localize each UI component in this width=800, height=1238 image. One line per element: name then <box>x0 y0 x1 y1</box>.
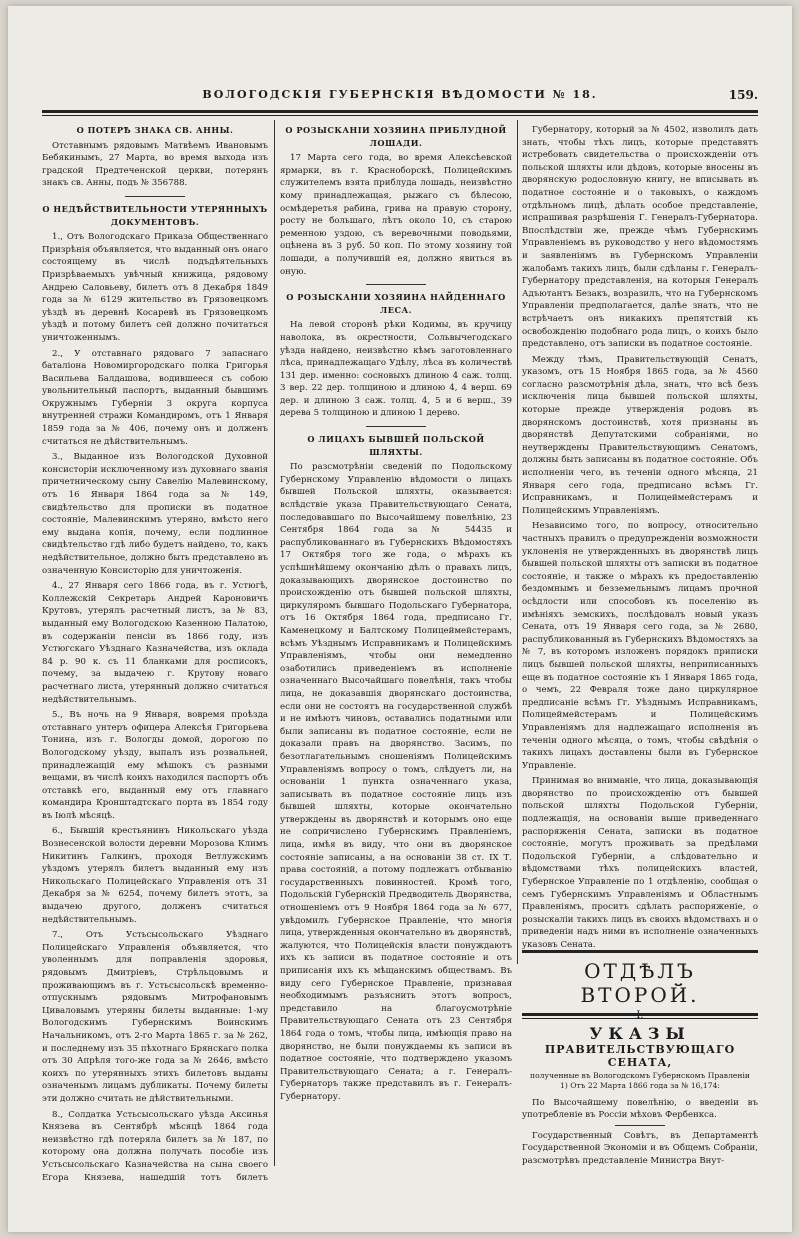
paragraph: По разсмотрѣніи сведеній по Подольскому Губернскому Управленію вѣдомости о лицахъ бывшей Польской шляхты, оказывается: вслѣдствіе указа Правительствующаго Сената, последовавшаго по Высочайшему повелѣнію, 23 Сентября 1864 года за № 54435 и распубликованнаго въ Губернскихъ Вѣдомостяхъ 17 Октября того же года, о мѣрахъ къ успѣшнѣйшему окончанію дѣлъ о правахъ лицъ, доказывающихъ дворянское достоинство по происхожденію отъ бывшей польской шляхты, циркуляромъ бывшаго Подольскаго Губернатора, отъ 16 Октября 1864 года, предписано Гг. Каменецкому и Балтскому Полицеймейстерамъ, всѣмъ Уѣзднымъ Исправникамъ и Полицейскимъ Управленіямъ, чтобы они немедленно озаботились приведеніемъ въ исполненіе означеннаго Высочайшаго повелѣнія, такъ чтобы лица, не доказавшія дворянскаго достоинства, если они не состоятъ на государственной службѣ и не имѣютъ чиновъ, оставались податными или были записаны въ податное состояніе, если не доказали правъ на дворянство. Засимъ, по безотлагательнымъ сношеніямъ Полицейскимъ Управленіямъ вопросу о томъ, слѣдуетъ ли, на основаніи 1 пункта означеннаго указа, записывать въ податное состояніе лицъ изъ бывшей шляхты, которые окончательно утверждены въ дворянствѣ и которымъ оно еще не сопричислено Губернскимъ Правленіемъ, лица, имѣя въ виду, что они въ дворянское состояніе записаны, а на основаніи 38 ст. IX Т. права состояній, а потому подлежатъ отбыванію государственныхъ повинностей. Кромѣ того, Подольскій Губернскій Предводитель Дворянства, отношеніемъ отъ 9 Ноября 1864 года за № 677, увѣдомилъ Губернское Правленіе, что многія лица, утвержденныя окончательно въ дворянствѣ, жалуются, что Полицейскія власти понуждаютъ ихъ къ записи въ податное состояніе и отъ приписанія ихъ къ мѣщанскимъ обществамъ. Въ виду сего Губернское Правленіе, признавая необходимымъ разъяснить этотъ вопросъ, представило на благоусмотрѣніе Правительствующаго Сената отъ 23 Сентября 1864 года о томъ, чтобы лица, имѣющія право на дворянство, не были понуждаемы къ записи въ податное состояніе, что подтверждено указомъ Правительствующаго Сената; а г. Генералъ-Губернаторъ также представилъ въ г. Генералъ-Губернатору. <box>280 462 512 1102</box>
paragraph: На левой сторонѣ рѣки Кодимы, въ кручицу наволока, въ окрестности, Сольвычегодскаго уѣзда найдено, неизвѣстно кѣмъ заготовленнаго лѣса, принадлежащаго Удѣлу, лѣса въ количествѣ 131 дер. именно: сосновыхъ длиною 4 саж. толщ. 3 вер. 22 дер. толщиною и длиною 4, 4 верш. 69 дер. и длиною 3 саж. толщ. 4, 5 и 6 верш., 39 дерева 5 толщиною и длиною 1 дерево. <box>280 320 512 419</box>
column-3 <box>522 124 758 954</box>
page-header <box>42 88 758 108</box>
paragraph: Губернатору, который за № 4502, изволилъ дать знать, чтобы тѣхъ лицъ, которые представятъ истребовать свидетельства о происхожденіи отъ польской шляхты или дѣдовъ, которые вносены въ дворянскую родословную книгу, не вписывать въ податное состояніе и о таковыхъ, о каждомъ отдѣльномъ лицѣ, дѣлать особое представленіе, испрашивая разрѣшенія Г. Генералъ-Губернатора. Впослѣдствіи же, прежде чѣмъ Губернскимъ Управленіемъ въ руководство у него вѣдомостямъ и заявленіямъ въ Губернскомъ Управленіи жалобамъ такихъ лицъ, были сдѣланы г. Генералъ-Губернатору представленія, на которыя Генералъ Адъютантъ Безакъ, возразилъ, что на Губернскомъ Управленіи предполагается, далѣе знать, что не встрѣчаетъ онъ никакихъ препятствій къ освобожденію подобнаго рода лицъ, о коихъ было представлено, отъ записки въ податное состояніе. <box>522 125 758 350</box>
paragraph: 7., Отъ Устьсысольскаго Уѣзднаго Полицейскаго Управленія объявляется, что уволеннымъ для поправленія здоровья, рядовымъ Дмитріевъ, Стрѣльцовымъ и проживающимъ въ г. Устьсысольскѣ временно-отпускнымъ рядовымъ Митрофановымъ Циваловымъ утеряны билеты выданные: 1-му Вологодскимъ Губернскимъ Воинскимъ Начальникомъ, отъ 2-го Марта 1865 г. за № 262, и последнему изъ 35 пѣхотнаго Брянскаго полка отъ 30 Апрѣля того-же года за № 2646, вмѣсто коихъ по утерянныхъ этихъ билетовъ выданы означенымъ лицамъ дубликаты. Почему билеты эти должно считать не дѣйствительными. <box>42 930 268 1104</box>
heading-invalid-documents: О НЕДѢЙСТВИТЕЛЬНОСТИ УТЕРЯННЫХЪ ДОКУМЕНТОВЪ. <box>42 203 268 227</box>
paragraph: Государственный Совѣтъ, въ Департаментѣ Государственной Экономіи и въ Общемъ Собраніи, разсмотрѣвъ представленіе Министра Внут- <box>522 1131 758 1166</box>
paragraph: 17 Марта сего года, во время Алексѣевской ярмарки, въ г. Красноборскѣ, Полицейскимъ служителемъ взята приблуда лошадь, неизвѣстно кому принадлежащая, рыжаго съ бѣлесою, осмѣдеретья рабина, грива на правую сторону, росту не большаго, лѣтъ около 10, съ старою ременною уздою, съ веревочными поводьями, оцѣнена въ 3 руб. 50 коп. По этому хозяину той лошади, а получившій ея, должно явиться въ оную. <box>280 153 512 277</box>
header-rule-thin <box>42 115 758 116</box>
column-1 <box>42 124 268 1184</box>
section-header <box>522 950 758 1007</box>
heading-lost-order: О ПОТЕРѢ ЗНАКА СВ. АННЫ. <box>76 125 234 135</box>
section-title: ОТДѢЛЪ ВТОРОЙ. <box>580 959 700 1007</box>
divider <box>615 1125 665 1126</box>
paragraph: 4., 27 Января сего 1866 года, въ г. Устюгѣ, Коллежскій Секретарь Андрей Кароновичъ Крутовъ, утерялъ расчетный листъ, за № 83, выданный ему Вологодскою Казенною Палатою, въ содержаніи пенсіи въ 1866 году, изъ Устюгскаго Уѣзднаго Казначейства, изъ оклада 84 р. 90 к. съ 11 бланками для росписокъ, почему, за выдачею г. Крутову новаго расчетнаго листа, утерянный должно считаться недѣйствительнымъ. <box>42 581 268 705</box>
newspaper-title: ВОЛОГОДСКІЯ ГУБЕРНСКІЯ ВѢДОМОСТИ № 18. <box>202 88 598 101</box>
divider <box>125 196 185 197</box>
section-number: I. <box>636 1010 644 1021</box>
heading-polish-gentry: О ЛИЦАХЪ БЫВШЕЙ ПОЛЬСКОЙ ШЛЯХТЫ. <box>307 434 485 457</box>
paragraph: 2., У отставнаго рядоваго 7 запаснаго баталіона Новомиргородскаго полка Григорья Васильева Балдашова, водившееся съ собою увольнительный паспортъ, выданный бывшимъ Окружнымъ Губерніи 3 округа корпуса внутренней стражи Командиромъ, отъ 1 Января 1859 года за № 406, почему онъ и долженъ считаться не дѣйствительнымъ. <box>42 348 268 447</box>
paragraph: Независимо того, по вопросу, относительно частныхъ правилъ о предупрежденіи возможности уклоненія не утвержденныхъ въ дворянствѣ лицъ бывшей польской шляхты отъ записки въ податное состояніе, и также о мѣрахъ къ предоставленію бездомнымъ и безземельнымъ лицамъ прочной осѣдлости или способовъ къ поселенію въ имѣніяхъ земскихъ, послѣдовалъ новый указъ Сената, отъ 19 Января сего года, за № 2680, распубликованный въ Губернскихъ Вѣдомостяхъ за № 7, въ которомъ изложенъ порядокъ приписки лицъ бывшей польской шляхты, неприписанныхъ еще въ податное состояніе къ 1 Января 1865 года, о чемъ, 22 Февраля тоже дано циркулярное предписаніе всѣмъ Гг. Уѣзднымъ Исправникамъ, Полицеймейстерамъ и Полицейскимъ Управленіямъ для надлежащаго исполненія въ теченіи одного мѣсяца, о томъ, чтобы свѣдѣнія о такихъ лицахъ доставлены были въ Губернское Управленіе. <box>522 521 758 771</box>
heading-found-timber: О РОЗЫСКАНІИ ХОЗЯИНА НАЙДЕННАГО ЛЕСА. <box>286 292 506 315</box>
decrees-heading: УКАЗЫ <box>589 1024 691 1044</box>
paragraph: 1., Отъ Вологодскаго Приказа Общественнаго Призрѣнія объявляется, что выданный онъ онаго состоящему въ числѣ подъдѣятельныхъ Призрѣваемыхъ увѣчный книжица, рядовому Андрею Саловьеву, билетъ отъ 8 Декабря 1849 года за № 6129 жительство въ Грязовецкомъ уѣздѣ въ деревнѣ Косаревѣ въ Грязовецкомъ уѣздѣ и потому билетъ сей должно почитаться уничтоженнымъ. <box>42 232 268 343</box>
newspaper-page <box>8 6 792 1232</box>
divider <box>366 426 426 427</box>
decrees-section <box>522 1010 758 1171</box>
divider <box>366 284 426 285</box>
column-divider-2 <box>517 120 518 964</box>
publication-text: полученные въ Вологодскомъ Губернскомъ Правленіи <box>530 1070 750 1080</box>
section-rule-top <box>522 950 758 953</box>
paragraph: Отставнымъ рядовымъ Матвѣемъ Ивановымъ Бебякинымъ, 27 Марта, во время выхода изъ градской Предтеченской церкви, потерянъ знакъ св. Анны, подъ № 356788. <box>42 140 268 189</box>
paragraph: 5., Въ ночь на 9 Января, вовремя проѣзда отставнаго унтеръ офицера Алексѣя Григорьева Тонина, изъ г. Вологды домой, дорогою по Вологодскому уѣзду, выпалъ изъ розвальней, принадлежащій ему мѣшокъ съ разными вещами, въ числѣ коихъ находился паспортъ объ отставкѣ его, выданный ему отъ главнаго командира Кронштадтскаго порта въ 1854 году въ Іюлѣ мѣсяцѣ. <box>42 710 268 821</box>
publication-note <box>522 1071 758 1091</box>
paragraph: 6., Бывшій крестьянинъ Никольскаго уѣзда Вознесенской волости деревни Морозова Климъ Никитинъ Галкинъ, проходя Ветлужскимъ уѣздомъ утерялъ билетъ выданный ему изъ Никольскаго Полицейскаго Управленія отъ 31 Декабря за № 6254, почему билетъ этотъ, за выдачею другого, долженъ считаться недѣйствительнымъ. <box>42 826 268 925</box>
senate-heading: ПРАВИТЕЛЬСТВУЮЩАГО СЕНАТА, <box>544 1043 736 1069</box>
column-2 <box>280 124 512 1184</box>
paragraph: 8., Солдатка Устьсысольскаго уѣзда Аксинья Князева въ Сентябрѣ мѣсяцѣ 1864 года неизвѣстно гдѣ потеряла билетъ за № 187, по которому она должна получать пособіе изъ Устьсысольскаго Казначейства на сына своего Егора Князева, нашедшій тотъ билетъ <box>42 1109 268 1183</box>
paragraph: По Высочайшему повелѣнію, о введеніи въ употребленіе въ Россіи мѣховъ Фербенкса. <box>522 1097 758 1121</box>
decree-reference: 1) Отъ 22 Марта 1866 года за № 16,174: <box>560 1080 720 1090</box>
paragraph: Принимая во вниманіе, что лица, доказывающія дворянство по происхожденію отъ бывшей польской шляхты Подольской Губерніи, подлежащія, на основаніи выше приведеннаго распоряженія Сената, записки въ податное состояніе, могутъ проживать за предѣлами Подольской Губерніи, а слѣдовательно и вѣдомствами тѣхъ полицейскихъ властей, Губернское Управленіе по 1 отдѣленію, сообщая о семъ Губернскимъ Управленіямъ и Областнымъ Правленіямъ, проситъ сдѣлать распоряженіе, о розыскаліи такихъ лицъ въ своихъ вѣдомствахъ и о приведеніи надъ ними въ исполненіе означенныхъ указовъ Сената. <box>522 776 758 950</box>
page-number: 159. <box>728 88 758 102</box>
header-rule <box>42 110 758 113</box>
paragraph: 3., Выданное изъ Вологодской Духовной консисторіи исключенному изъ духовнаго званія причетническому сыну Савелію Малевинскому, отъ 16 Января 1864 года за № 149, свидѣтельство для прописки въ податное состояніе, Малевинскимъ утеряно, вмѣсто него ему выдана копія, почему, если подлинное свидѣтельство гдѣ либо будетъ найдено, то, какъ недѣйствительное, должно быть представлено въ означенную Консисторію для уничтоженія. <box>42 452 268 576</box>
column-divider-1 <box>274 120 275 1166</box>
paragraph: Между тѣмъ, Правительствующій Сенатъ, указомъ, отъ 15 Ноября 1865 года, за № 4560 согласно разсмотрѣнія дѣла, знать, что всѣ безъ исключенія лица бывшей польской шляхты, которые прежде утвержденія родовъ въ дворянскомъ достоинствѣ, хотя признаны въ дворянствѣ Депутатскими собраніями, но неутверждены Правительствующимъ Сенатомъ, должны быть записаны въ податное состояніе. Объ исполненіи чего, въ теченіи одного мѣсяца, 21 Января сего года, предписано всѣмъ Гг. Исправникамъ, и Полицеймейстерамъ и Полицейскимъ Управленіямъ. <box>522 354 758 516</box>
heading-stray-horse: О РОЗЫСКАНІИ ХОЗЯИНА ПРИБЛУДНОЙ ЛОШАДИ. <box>285 125 507 148</box>
